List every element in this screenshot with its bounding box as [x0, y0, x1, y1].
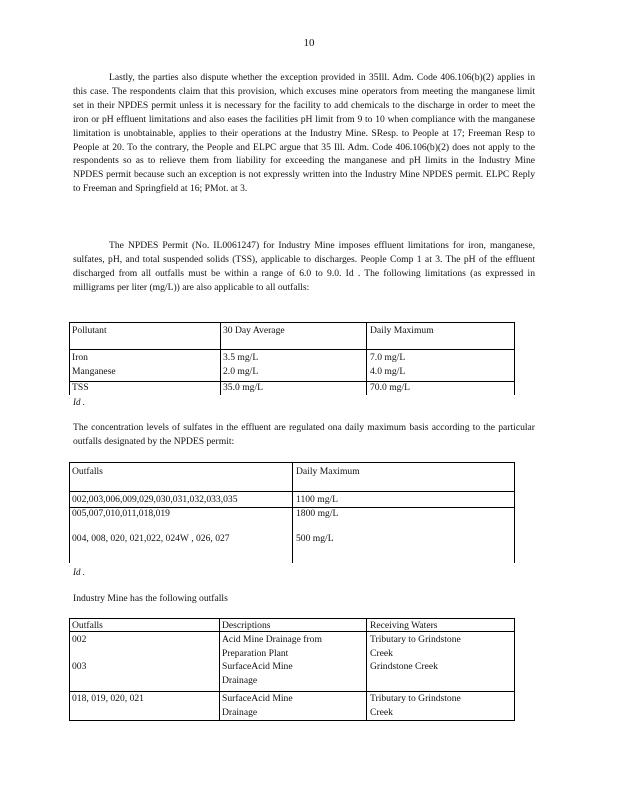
- table-header-cell: Daily Maximum: [296, 466, 360, 477]
- table-cell: 3.5 mg/L 2.0 mg/L: [223, 352, 259, 377]
- paragraph-outfalls: Industry Mine has the following outfalls: [73, 593, 228, 604]
- table-header-cell: Receiving Waters: [370, 620, 438, 631]
- page-number: 10: [303, 37, 315, 49]
- table-header-cell: Pollutant: [72, 325, 107, 336]
- table-cell: Iron Manganese: [72, 352, 116, 377]
- table-cell: Tributary to Grindstone Creek Grindstone Creek: [370, 634, 461, 672]
- table-cell: Tributary to Grindstone Creek: [370, 693, 461, 718]
- table-cell: Acid Mine Drainage from Preparation Plant SurfaceAcid Mine Drainage: [222, 634, 322, 686]
- table-header-cell: Outfalls: [72, 466, 103, 477]
- table-cell: 1800 mg/L 500 mg/L: [296, 508, 339, 544]
- table-cell: 002 003: [72, 634, 87, 672]
- table-header-cell: Descriptions: [222, 620, 271, 631]
- table-cell: SurfaceAcid Mine Drainage: [222, 693, 293, 718]
- id-citation: Id .: [73, 397, 85, 407]
- table-cell: 7.0 mg/L 4.0 mg/L: [370, 352, 406, 377]
- table-cell: 70.0 mg/L: [370, 382, 410, 393]
- table-cell: 018, 019, 020, 021: [72, 693, 144, 704]
- id-citation: Id .: [73, 567, 85, 577]
- table-cell: 35.0 mg/L: [223, 382, 263, 393]
- paragraph-sulfates: The concentration levels of sulfates in the effluent are regulated ona daily maximum basis according to the particular outfalls designated by the NPDES permit:: [73, 422, 535, 447]
- table-header-cell: 30 Day Average: [223, 325, 285, 336]
- table-header-cell: Daily Maximum: [370, 325, 434, 336]
- table-cell: 1100 mg/L: [296, 494, 339, 505]
- table-cell: 005,007,010,011,018,019 004, 008, 020, 021,022, 024W , 026, 027: [72, 508, 230, 544]
- table-cell: 002,003,006,009,029,030,031,032,033,035: [72, 494, 238, 505]
- sulfate-limits-table: [69, 462, 515, 563]
- table-header-cell: Outfalls: [72, 620, 103, 631]
- paragraph-npdes-permit: The NPDES Permit (No. IL0061247) for Industry Mine imposes effluent limitations for iron, manganese, sulfates, pH, and total suspended solids (TSS), applicable to discharges. People Comp 1 at 3. The pH of the effluent discharged from all outfalls must be within a range of 6.0 to 9.0. Id . The following limitations (as expressed in milligrams per liter (mg/L)) are also applicable to all outfalls:: [73, 240, 535, 293]
- outfalls-table: [69, 618, 515, 721]
- table-cell: TSS: [72, 382, 89, 393]
- limitations-table: [69, 322, 515, 395]
- paragraph-exception-dispute: Lastly, the parties also dispute whether the exception provided in 35Ill. Adm. Code 406.106(b)(2) applies in this case. The respondents claim that this provision, which excuses mine operators from meeting the manganese limit set in their NPDES permit unless it is necessary for the facility to add chemicals to the discharge in order to meet the iron or pH effluent limitations and also eases the facilities pH limit from 9 to 10 when compliance with the manganese limitation is unobtainable, applies to their operations at the Industry Mine. SResp. to People at 17; Freeman Resp to People at 20. To the contrary, the People and ELPC argue that 35 Ill. Adm. Code 406.106(b)(2) does not apply to the respondents so as to relieve them from liability for exceeding the manganese and pH limits in the Industry Mine NPDES permit because such an exception is not expressly written into the Industry Mine NPDES permit. ELPC Reply to Freeman and Springfield at 16; PMot. at 3.: [73, 72, 535, 195]
